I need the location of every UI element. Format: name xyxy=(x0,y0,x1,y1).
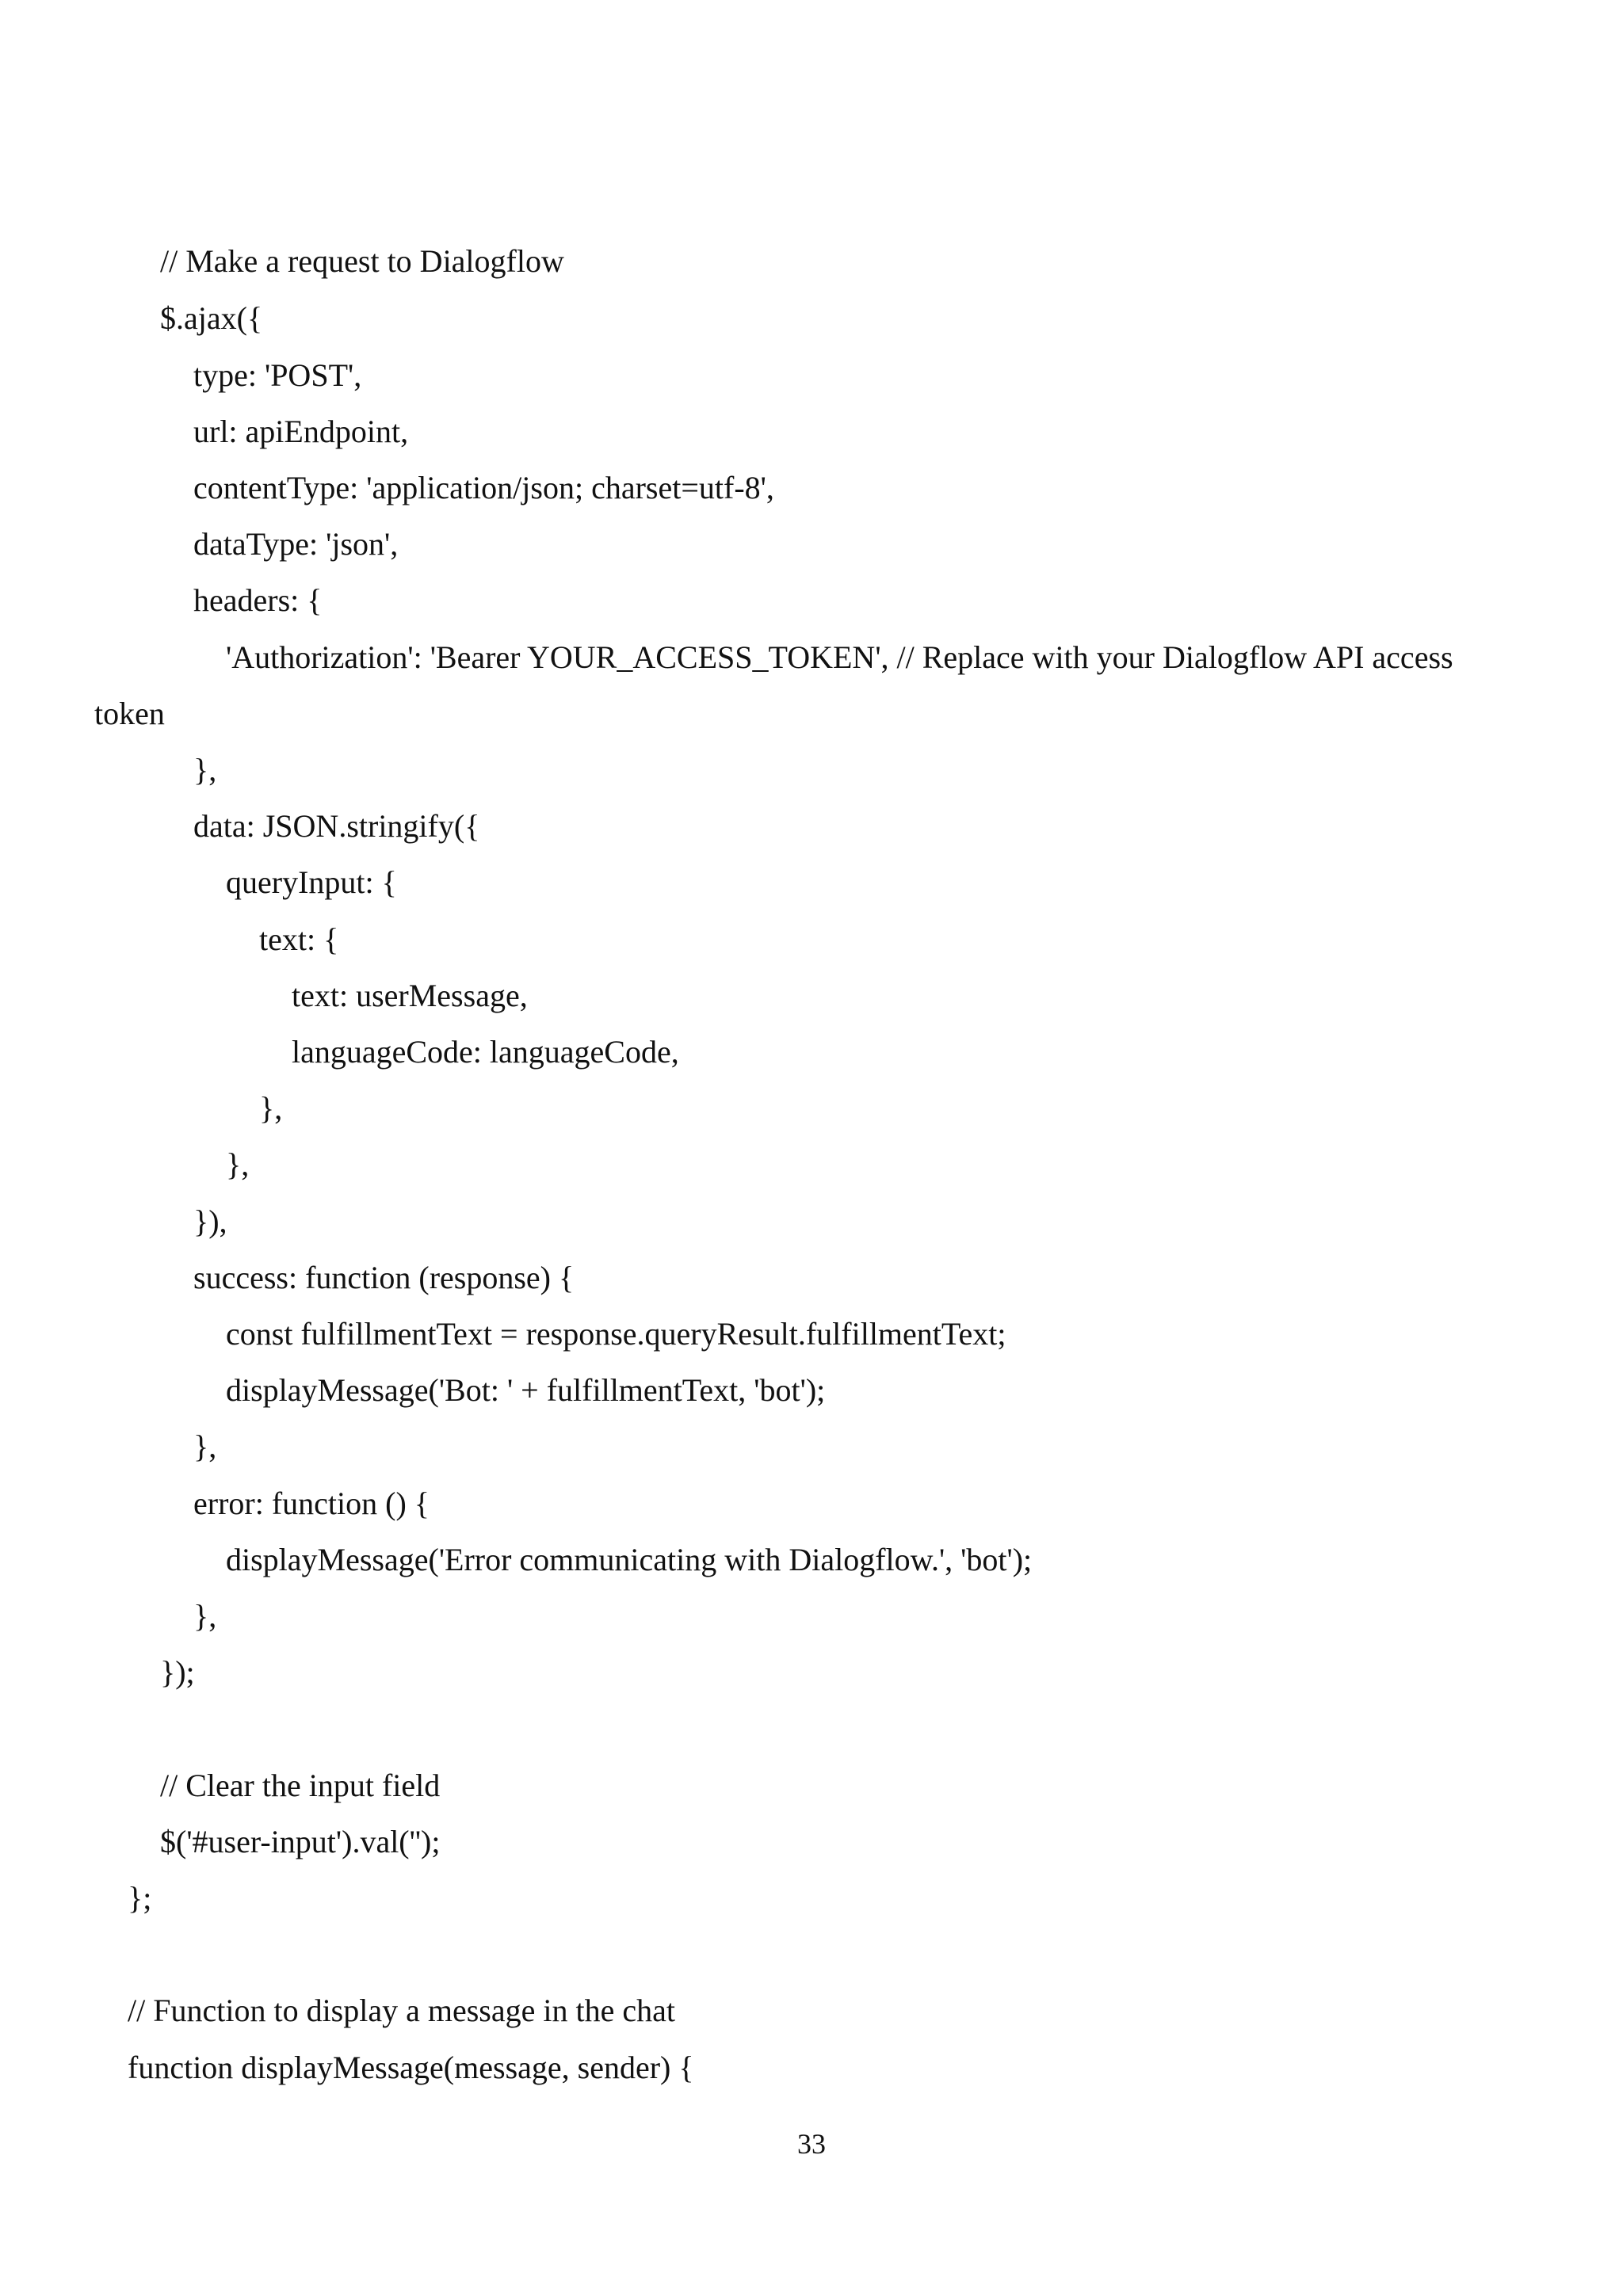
code-line: function displayMessage(message, sender) { xyxy=(128,2050,694,2085)
code-line: queryInput: { xyxy=(226,864,397,900)
code-line: }; xyxy=(128,1880,152,1916)
code-line: // Clear the input field xyxy=(160,1768,441,1803)
code-line: }); xyxy=(160,1654,195,1690)
code-line: }), xyxy=(193,1203,227,1239)
code-line: text: userMessage, xyxy=(292,978,528,1013)
code-line: displayMessage('Bot: ' + fulfillmentText, 'bot'); xyxy=(226,1372,826,1408)
code-line: languageCode: languageCode, xyxy=(292,1034,679,1070)
code-line: success: function (response) { xyxy=(193,1260,575,1295)
code-line: url: apiEndpoint, xyxy=(193,414,409,449)
code-line: }, xyxy=(226,1146,250,1182)
code-line: }, xyxy=(193,1428,217,1464)
code-line: // Make a request to Dialogflow xyxy=(160,243,564,279)
code-line: token xyxy=(94,696,165,731)
code-line: text: { xyxy=(259,921,339,957)
code-line: const fulfillmentText = response.queryResult.fulfillmentText; xyxy=(226,1316,1006,1352)
code-line: data: JSON.stringify({ xyxy=(193,808,480,844)
code-line: 'Authorization': 'Bearer YOUR_ACCESS_TOKEN', // Replace with your Dialogflow API access xyxy=(226,639,1453,675)
page-number: 33 xyxy=(797,2128,826,2160)
code-line: $.ajax({ xyxy=(160,300,263,336)
code-line: }, xyxy=(259,1090,283,1126)
code-line: // Function to display a message in the chat xyxy=(128,1993,675,2028)
code-line: type: 'POST', xyxy=(193,357,362,393)
code-line: dataType: 'json', xyxy=(193,526,399,562)
code-line: }, xyxy=(193,1598,217,1634)
code-line: displayMessage('Error communicating with Dialogflow.', 'bot'); xyxy=(226,1542,1033,1577)
code-line: $('#user-input').val(''); xyxy=(160,1824,441,1859)
code-line: }, xyxy=(193,752,217,788)
code-line: headers: { xyxy=(193,582,323,618)
code-line: contentType: 'application/json; charset=utf-8', xyxy=(193,470,774,505)
code-line: error: function () { xyxy=(193,1486,430,1521)
